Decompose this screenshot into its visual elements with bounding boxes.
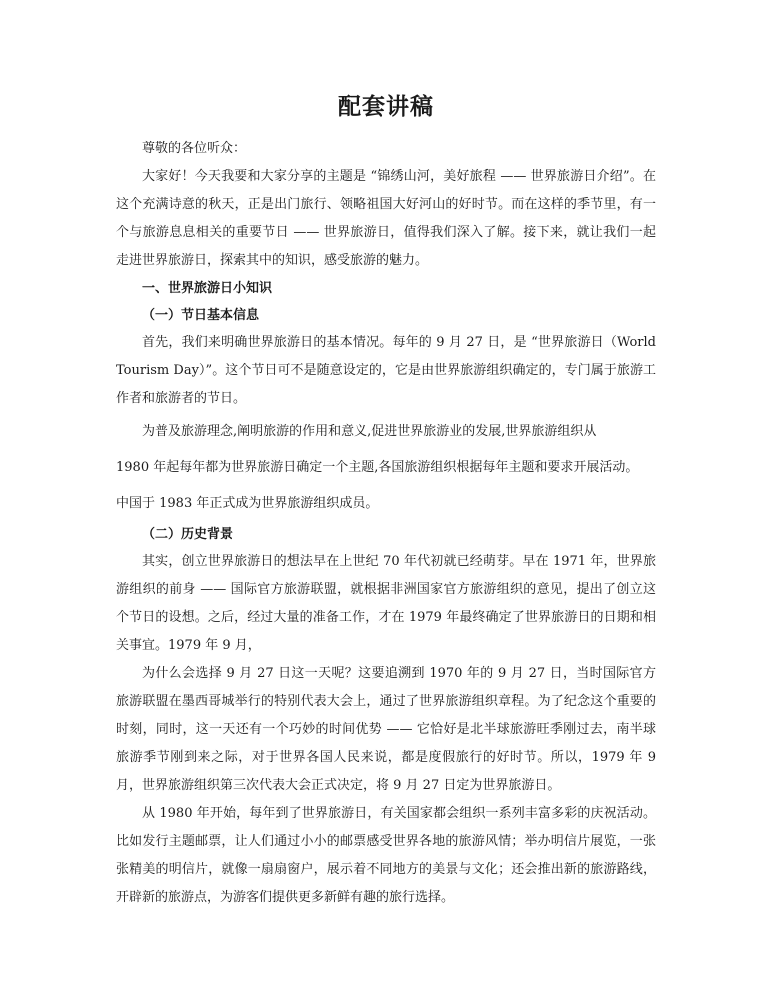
paragraph-basic-info: 首先，我们来明确世界旅游日的基本情况。每年的 9 月 27 日，是 “世界旅游日（World Tourism Day）”。这个节日可不是随意设定的，它是由世界旅游组织确定的，专门属于旅游工作者和旅游者的节日。: [116, 335, 656, 406]
paragraph-history-3: 从 1980 年开始，每年到了世界旅游日，有关国家都会组织一系列丰富多彩的庆祝活动。比如发行主题邮票，让人们通过小小的邮票感受世界各地的旅游风情；举办明信片展览，一张张精美的明信片，就像一扇扇窗户，展示着不同地方的美景与文化；还会推出新的旅游路线，开辟新的旅游点，为游客们提供更多新鲜有趣的旅行选择。: [116, 806, 656, 905]
paragraph-theme-line-1: 为普及旅游理念,阐明旅游的作用和意义,促进世界旅游业的发展,世界旅游组织从: [142, 424, 597, 439]
document-title: 配套讲稿: [338, 93, 434, 120]
paragraph-history-2: 为什么会选择 9 月 27 日这一天呢？这要追溯到 1970 年的 9 月 27 日，当时国际官方旅游联盟在墨西哥城举行的特别代表大会上，通过了世界旅游组织章程。为了纪念这个重要的时刻，同时，这一天还有一个巧妙的时间优势 —— 它恰好是北半球旅游旺季刚过去，南半球旅游季节刚到来之际，对于世界各国人民来说，都是度假旅行的好时节。所以，1979 年 9 月，世界旅游组织第三次代表大会正式决定，将 9 月 27 日定为世界旅游日。: [116, 666, 656, 793]
subsection-heading-history: （二）历史背景: [142, 527, 234, 542]
section-heading: 一、世界旅游日小知识: [142, 281, 273, 296]
paragraph-history-1: 其实，创立世界旅游日的想法早在上世纪 70 年代初就已经萌芽。早在 1971 年，世界旅游组织的前身 —— 国际官方旅游联盟，就根据非洲国家官方旅游组织的意见，提出了创立这个节日的设想。之后，经过大量的准备工作，才在 1979 年最终确定了世界旅游日的日期和相关事宜。1979 年 9 月，: [116, 554, 656, 653]
intro-paragraph: 大家好！今天我要和大家分享的主题是 “锦绣山河，美好旅程 —— 世界旅游日介绍”。在这个充满诗意的秋天，正是出门旅行、领略祖国大好河山的好时节。而在这样的季节里，有一个与旅游息息相关的重要节日 —— 世界旅游日，值得我们深入了解。接下来，就让我们一起走进世界旅游日，探索其中的知识，感受旅游的魅力。: [116, 169, 656, 268]
document-page: [116, 88, 656, 912]
paragraph-theme-line-2: 1980 年起每年都为世界旅游日确定一个主题,各国旅游组织根据每年主题和要求开展活动。: [116, 460, 639, 475]
greeting: 尊敬的各位听众：: [142, 141, 247, 156]
paragraph-theme-line-3: 中国于 1983 年正式成为世界旅游组织成员。: [116, 496, 379, 511]
subsection-heading-basic-info: （一）节日基本信息: [142, 308, 260, 323]
